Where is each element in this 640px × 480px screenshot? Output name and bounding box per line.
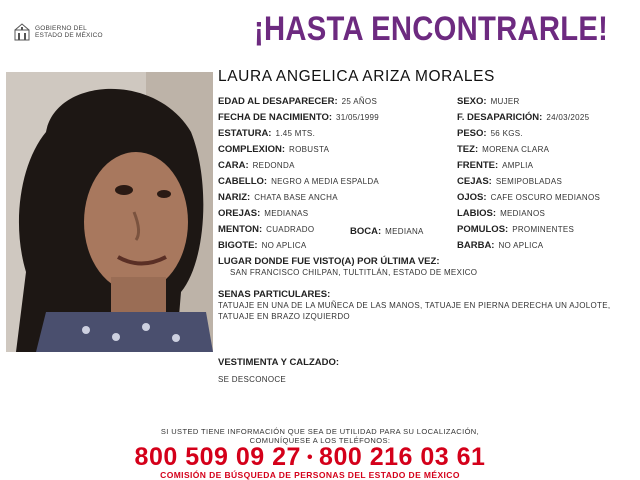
vestimenta-value: SE DESCONOCE (218, 375, 287, 384)
field-value: PROMINENTES (512, 225, 575, 234)
field-label: NARIZ: (218, 192, 251, 203)
field-value: 25 AÑOS (341, 97, 378, 106)
government-logo (12, 22, 103, 42)
person-name: LAURA ANGELICA ARIZA MORALES (218, 68, 495, 85)
commission-name: COMISIÓN DE BÚSQUEDA DE PERSONAS DEL ESTADO DE MÉXICO (160, 470, 460, 480)
field-label: EDAD AL DESAPARECER: (218, 96, 338, 107)
field-value: CHATA BASE ANCHA (254, 193, 338, 202)
field-complexion (218, 144, 329, 155)
field-menton (218, 224, 314, 235)
field-pomulos (457, 224, 574, 235)
field-value: REDONDA (252, 161, 295, 170)
phone-separator: • (306, 449, 314, 467)
field-orejas (218, 208, 308, 219)
footer-note-line1: SI USTED TIENE INFORMACIÓN QUE SEA DE UTILIDAD PARA SU LOCALIZACIÓN, (160, 427, 480, 436)
field-label: SEXO: (457, 96, 487, 107)
field-value: NEGRO A MEDIA ESPALDA (271, 177, 380, 186)
field-nariz (218, 192, 338, 203)
field-peso (457, 128, 523, 139)
field-estatura (218, 128, 315, 139)
field-label: BIGOTE: (218, 240, 258, 251)
field-sexo (457, 96, 520, 107)
field-value: MEDIANAS (264, 209, 309, 218)
field-label: POMULOS: (457, 224, 509, 235)
field-barba (457, 240, 543, 251)
missing-person-photo (6, 72, 213, 352)
field-label: ESTATURA: (218, 128, 272, 139)
field-value: MUJER (490, 97, 520, 106)
field-value: ROBUSTA (289, 145, 330, 154)
senas-value: TATUAJE EN UNA DE LA MUÑECA DE LAS MANOS, TATUAJE EN PIERNA DERECHA UN AJOLOTE, TATUAJE EN BRAZO IZQUIERDO (218, 301, 611, 321)
field-frente (457, 160, 533, 171)
field-label: F. DESAPARICIÓN: (457, 112, 543, 123)
field-tez (457, 144, 549, 155)
field-nacimiento (218, 112, 379, 123)
field-label: TEZ: (457, 144, 479, 155)
field-label: CABELLO: (218, 176, 268, 187)
field-label: OREJAS: (218, 208, 261, 219)
field-value: NO APLICA (498, 241, 544, 250)
field-value: MORENA CLARA (482, 145, 550, 154)
field-label: FRENTE: (457, 160, 499, 171)
field-label: FECHA DE NACIMIENTO: (218, 112, 332, 123)
senas-title: SENAS PARTICULARES: (218, 289, 331, 300)
page-headline: ¡HASTA ENCONTRARLE! (254, 10, 609, 48)
field-value: 1.45 MTS. (275, 129, 316, 138)
field-label: LABIOS: (457, 208, 497, 219)
field-value: CUADRADO (266, 225, 315, 234)
lugar-value: SAN FRANCISCO CHILPAN, TULTITLÁN, ESTADO DE MEXICO (230, 268, 478, 277)
logo-line2: ESTADO DE MÉXICO (35, 32, 103, 39)
field-label: BARBA: (457, 240, 495, 251)
logo-line1: GOBIERNO DEL (35, 25, 87, 32)
field-label: BOCA: (350, 226, 382, 237)
field-value: CAFE OSCURO MEDIANOS (490, 193, 601, 202)
field-label: OJOS: (457, 192, 487, 203)
field-labios (457, 208, 545, 219)
field-value: 31/05/1999 (336, 113, 380, 122)
field-boca (350, 226, 424, 237)
phone-numbers (0, 443, 620, 472)
field-label: MENTON: (218, 224, 263, 235)
vestimenta-title: VESTIMENTA Y CALZADO: (218, 357, 340, 368)
field-value: 24/03/2025 (546, 113, 590, 122)
field-value: AMPLIA (502, 161, 534, 170)
field-cejas (457, 176, 562, 187)
field-ojos (457, 192, 600, 203)
field-label: PESO: (457, 128, 487, 139)
field-desaparicion (457, 112, 589, 123)
field-label: COMPLEXION: (218, 144, 286, 155)
phone-2[interactable]: 800 216 03 61 (319, 443, 486, 471)
field-cabello (218, 176, 379, 187)
field-bigote (218, 240, 307, 251)
field-value: 56 KGS. (490, 129, 523, 138)
field-label: CEJAS: (457, 176, 492, 187)
field-value: MEDIANA (385, 227, 424, 236)
lugar-title: LUGAR DONDE FUE VISTO(A) POR ÚLTIMA VEZ: (218, 256, 440, 267)
state-seal-icon (12, 22, 32, 42)
field-label: CARA: (218, 160, 249, 171)
field-value: NO APLICA (261, 241, 307, 250)
footer-note-line2: COMUNÍQUESE A LOS TELÉFONOS: (249, 436, 391, 445)
logo-text (35, 25, 103, 39)
field-edad (218, 96, 377, 107)
field-cara (218, 160, 295, 171)
field-value: MEDIANOS (500, 209, 546, 218)
field-value: SEMIPOBLADAS (495, 177, 563, 186)
phone-1[interactable]: 800 509 09 27 (134, 443, 301, 471)
